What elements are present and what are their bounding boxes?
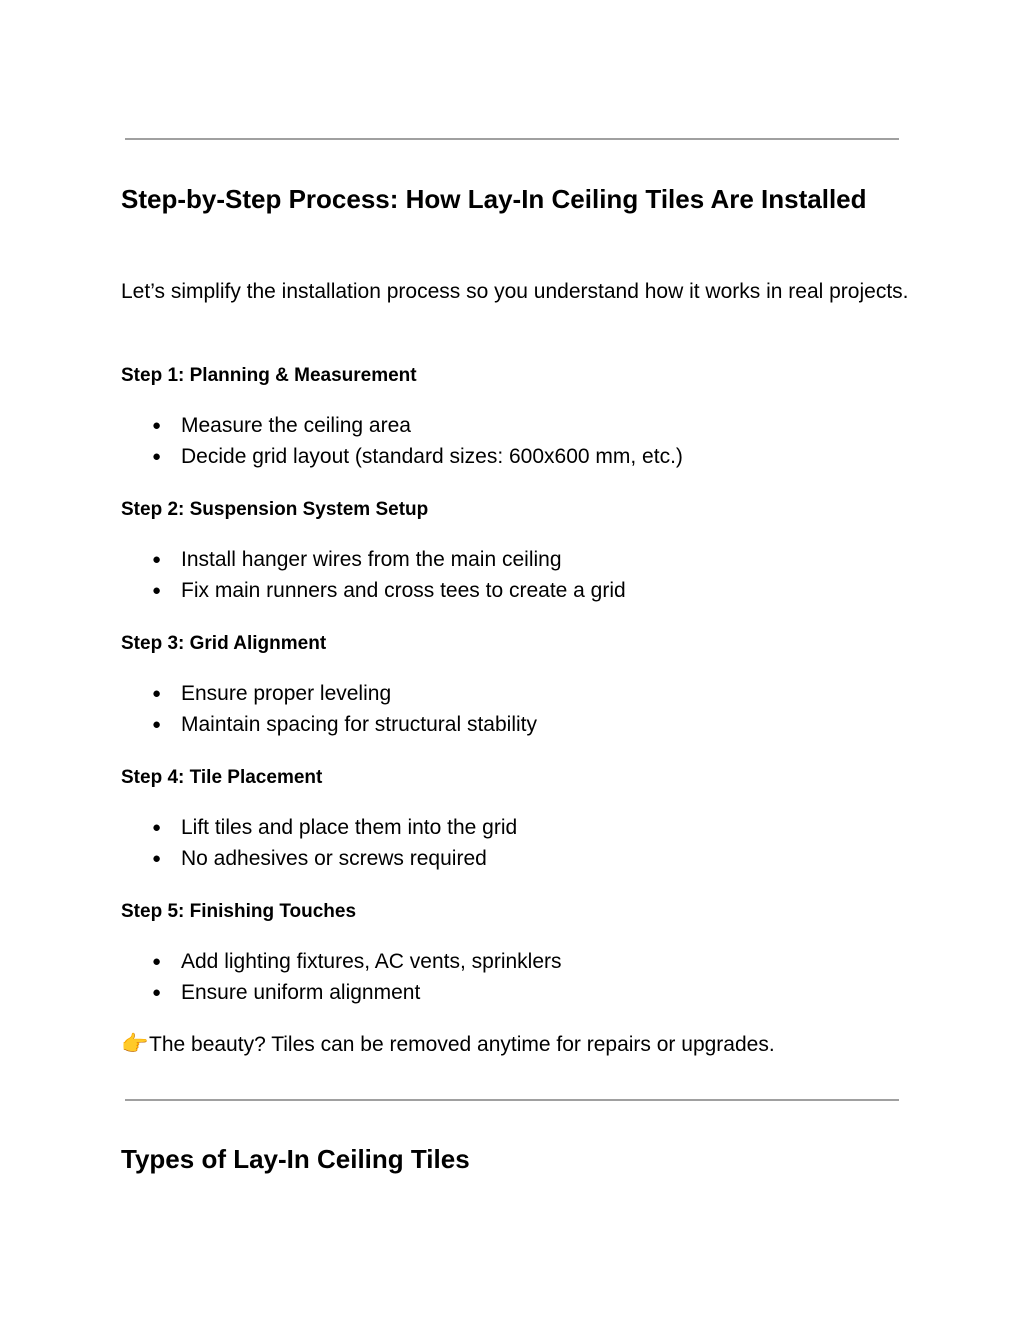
list-item: ● Install hanger wires from the main ceiling [152,544,626,575]
bullet-icon: ● [152,953,162,970]
intro-paragraph: Let’s simplify the installation process so you understand how it works in real projects. [121,280,909,303]
list-item: ● Lift tiles and place them into the grid [152,812,517,843]
divider-bottom [125,1099,899,1101]
step-title: Step 5: Finishing Touches [121,901,357,922]
pointing-hand-icon: 👉 [121,1031,149,1056]
step-bullet-list [152,544,626,606]
step-title: Step 4: Tile Placement [121,767,323,788]
bullet-icon: ● [152,582,162,599]
bullet-icon: ● [152,551,162,568]
bullet-icon: ● [152,685,162,702]
bullet-icon: ● [152,984,162,1001]
step-bullet-list [152,946,562,1008]
step-bullet-list [152,678,537,740]
list-item: ● Ensure proper leveling [152,678,537,709]
tip-note [121,1028,775,1060]
step-title: Step 1: Planning & Measurement [121,365,417,386]
bullet-icon: ● [152,417,162,434]
bullet-icon: ● [152,448,162,465]
tip-text: The beauty? Tiles can be removed anytime for repairs or upgrades. [149,1033,775,1056]
section-heading: Types of Lay-In Ceiling Tiles [121,1144,470,1174]
step-title: Step 2: Suspension System Setup [121,499,429,520]
list-item: ● Ensure uniform alignment [152,977,562,1008]
list-item: ● No adhesives or screws required [152,843,517,874]
step-bullet-list [152,410,683,472]
bullet-icon: ● [152,716,162,733]
list-item: ● Measure the ceiling area [152,410,683,441]
list-item: ● Maintain spacing for structural stability [152,709,537,740]
list-item: ● Fix main runners and cross tees to create a grid [152,575,626,606]
list-item: ● Decide grid layout (standard sizes: 600x600 mm, etc.) [152,441,683,472]
step-title: Step 3: Grid Alignment [121,633,327,654]
step-bullet-list [152,812,517,874]
bullet-icon: ● [152,850,162,867]
divider-top [125,138,899,140]
section-heading: Step-by-Step Process: How Lay-In Ceiling Tiles Are Installed [121,184,867,214]
list-item: ● Add lighting fixtures, AC vents, sprinklers [152,946,562,977]
bullet-icon: ● [152,819,162,836]
